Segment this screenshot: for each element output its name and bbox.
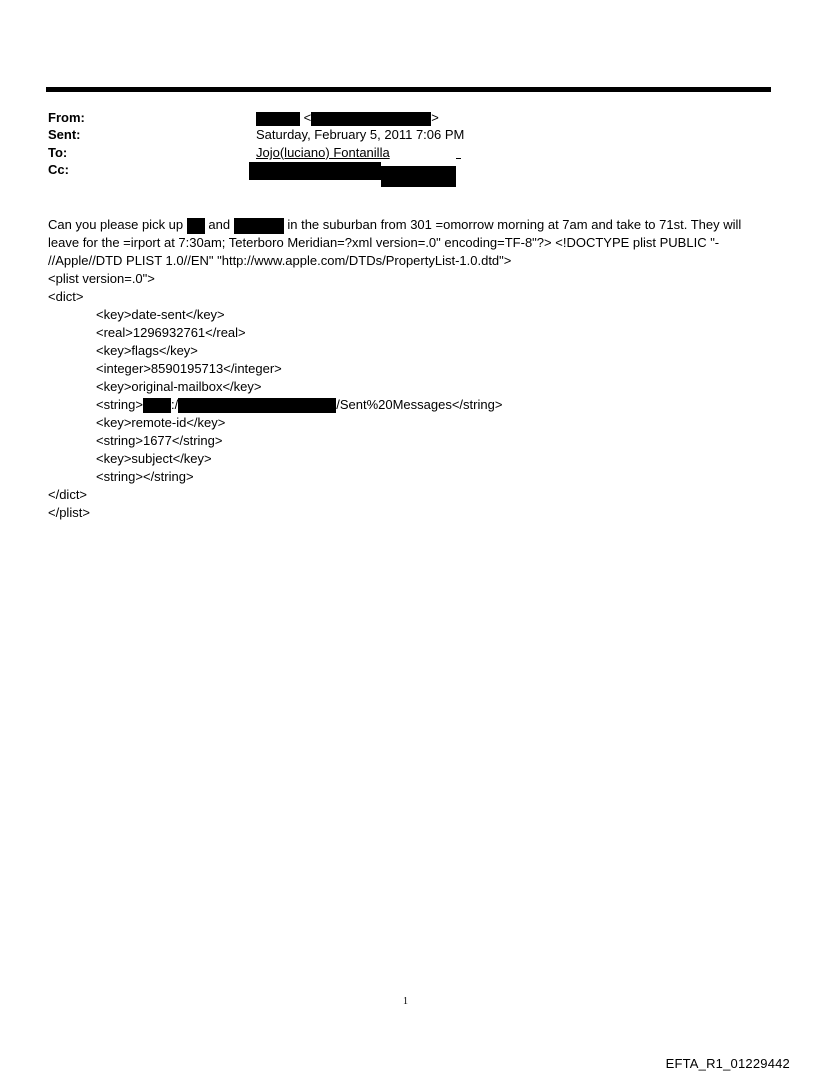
to-value: Jojo(luciano) Fontanilla [256, 145, 390, 160]
redaction-box [178, 398, 336, 413]
body-text-segment: <string> [96, 397, 143, 412]
page-number: 1 [403, 996, 408, 1007]
from-label: From: [48, 110, 85, 125]
body-line: <integer>8590195713</integer> [96, 361, 282, 376]
body-line: <dict> [48, 289, 84, 304]
redaction-box [143, 398, 171, 413]
body-line: leave for the =irport at 7:30am; Teterboro Meridian=?xml version=.0" encoding=TF-8"?> <!DOCTYPE plist PUBLIC "- [48, 235, 720, 250]
body-line: <key>flags</key> [96, 343, 198, 358]
body-line [48, 216, 776, 234]
body-line: <key>remote-id</key> [96, 415, 226, 430]
redaction-box [311, 112, 431, 126]
body-line: </plist> [48, 505, 90, 520]
body-text-segment: Can you please pick up [48, 217, 184, 232]
sent-label: Sent: [48, 127, 81, 142]
redaction-box [256, 112, 300, 126]
body-text-segment: and [208, 217, 231, 232]
body-line: <plist version=.0"> [48, 271, 155, 286]
body-line: //Apple//DTD PLIST 1.0//EN" "http://www.apple.com/DTDs/PropertyList-1.0.dtd"> [48, 253, 512, 268]
redaction-box [381, 166, 456, 187]
redaction-box [234, 218, 284, 234]
header-rule [46, 87, 771, 92]
body-line: <key>original-mailbox</key> [96, 379, 262, 394]
document-id: EFTA_R1_01229442 [665, 1056, 790, 1071]
body-line [48, 396, 776, 414]
body-line: <string></string> [96, 469, 194, 484]
body-line: <key>subject</key> [96, 451, 212, 466]
underline-mark [456, 158, 461, 159]
body-text-segment: in the suburban from 301 =omorrow morning at 7am and take to 71st. They will [287, 217, 742, 232]
sent-value: Saturday, February 5, 2011 7:06 PM [256, 127, 465, 142]
from-open-bracket: < [303, 110, 312, 125]
to-label: To: [48, 145, 68, 160]
body-text-segment: /Sent%20Messages</string> [336, 397, 503, 412]
message-body [48, 216, 776, 522]
body-line: <string>1677</string> [96, 433, 223, 448]
from-close-bracket: > [431, 110, 439, 125]
body-line: <real>1296932761</real> [96, 325, 246, 340]
from-value [256, 110, 439, 126]
body-line: </dict> [48, 487, 88, 502]
cc-label: Cc: [48, 162, 69, 177]
body-text-segment: :/ [170, 397, 179, 412]
body-line: <key>date-sent</key> [96, 307, 225, 322]
redaction-box [187, 218, 205, 234]
redaction-box [249, 162, 381, 180]
